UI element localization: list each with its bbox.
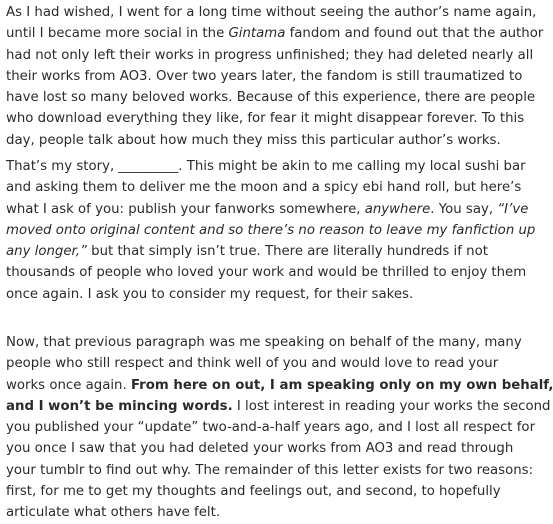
bold-text: From here on out, I am speaking only on my own behalf, <box>130 377 553 393</box>
italic-text: Gintama <box>228 26 286 42</box>
text-line <box>6 156 526 177</box>
italic-text: anywhere <box>364 201 431 217</box>
text-run: day, people talk about how much they miss this particular author’s works. <box>6 132 501 148</box>
text-line <box>6 241 496 262</box>
text-run: until I became more social in the <box>6 26 229 42</box>
paragraph-2 <box>6 156 536 305</box>
text-run: have lost so many beloved works. Because of this experience, there are people <box>6 90 536 106</box>
text-run: you published your “update” two-and-a-half years ago, and I lost all respect for <box>6 420 536 436</box>
text-run: people who still respect and think well of you and would love to read your <box>6 356 499 372</box>
italic-text: “I’ve <box>497 201 529 217</box>
text-line <box>6 460 534 481</box>
text-line <box>6 23 544 44</box>
text-run: your tumblr to find out why. The remainder of this letter exists for two reasons: <box>6 462 534 478</box>
text-line <box>6 502 496 523</box>
text-run: first, for me to get my thoughts and feelings out, and second, to hopefully <box>6 484 501 500</box>
text-run: That’s my story, _________. This might be akin to me calling my local sushi bar <box>6 159 526 174</box>
text-run: and asking them to deliver me the moon and a spicy ebi hand roll, but here’s <box>6 180 522 196</box>
text-line <box>6 262 527 283</box>
text-run: . You say, <box>430 201 498 217</box>
paragraph-3 <box>6 332 553 524</box>
text-line <box>6 220 536 241</box>
text-line <box>6 199 529 220</box>
text-run: had not only left their works in progress unfinished; they had deleted nearly all <box>6 47 534 63</box>
text-line <box>6 332 522 353</box>
text-line <box>6 284 496 305</box>
text-run: fandom and found out that the author <box>285 26 544 42</box>
bold-text: and I won’t be mincing words. <box>6 398 233 414</box>
text-run: once again. I ask you to consider my request, for their sakes. <box>6 286 414 302</box>
text-line <box>6 87 536 108</box>
text-run: you once I saw that you had deleted your works from AO3 and read through <box>6 441 514 457</box>
text-run: what I ask of you: publish your fanworks somewhere, <box>6 201 365 217</box>
text-line <box>6 177 522 198</box>
paragraph-1 <box>6 2 544 151</box>
text-line <box>6 108 525 129</box>
text-line <box>6 45 534 66</box>
text-line <box>6 353 499 374</box>
text-line <box>6 396 551 417</box>
italic-text: any longer,” <box>6 244 87 260</box>
text-line <box>6 481 501 502</box>
italic-text: moved onto original content and so there’s no reason to leave my fanfiction up <box>6 222 536 238</box>
text-run: thousands of people who loved your work and would be thrilled to enjoy them <box>6 265 527 281</box>
text-run: articulate what others have felt. <box>6 505 221 521</box>
text-run: works once again. <box>6 377 131 393</box>
text-run: who download everything they like, for fear it might disappear forever. To this <box>6 111 525 127</box>
text-line <box>6 438 514 459</box>
text-line <box>6 2 537 23</box>
text-run: I lost interest in reading your works the second <box>232 398 551 414</box>
text-run: their works from AO3. Over two years later, the fandom is still traumatized to <box>6 68 523 84</box>
text-line <box>6 130 501 151</box>
text-line <box>6 417 536 438</box>
text-line <box>6 66 523 87</box>
text-run: As I had wished, I went for a long time without seeing the author’s name again, <box>6 5 537 20</box>
text-run: Now, that previous paragraph was me speaking on behalf of the many, many <box>6 335 522 350</box>
text-line <box>6 375 553 396</box>
text-run: but that simply isn’t true. There are literally hundreds if not <box>86 244 488 260</box>
